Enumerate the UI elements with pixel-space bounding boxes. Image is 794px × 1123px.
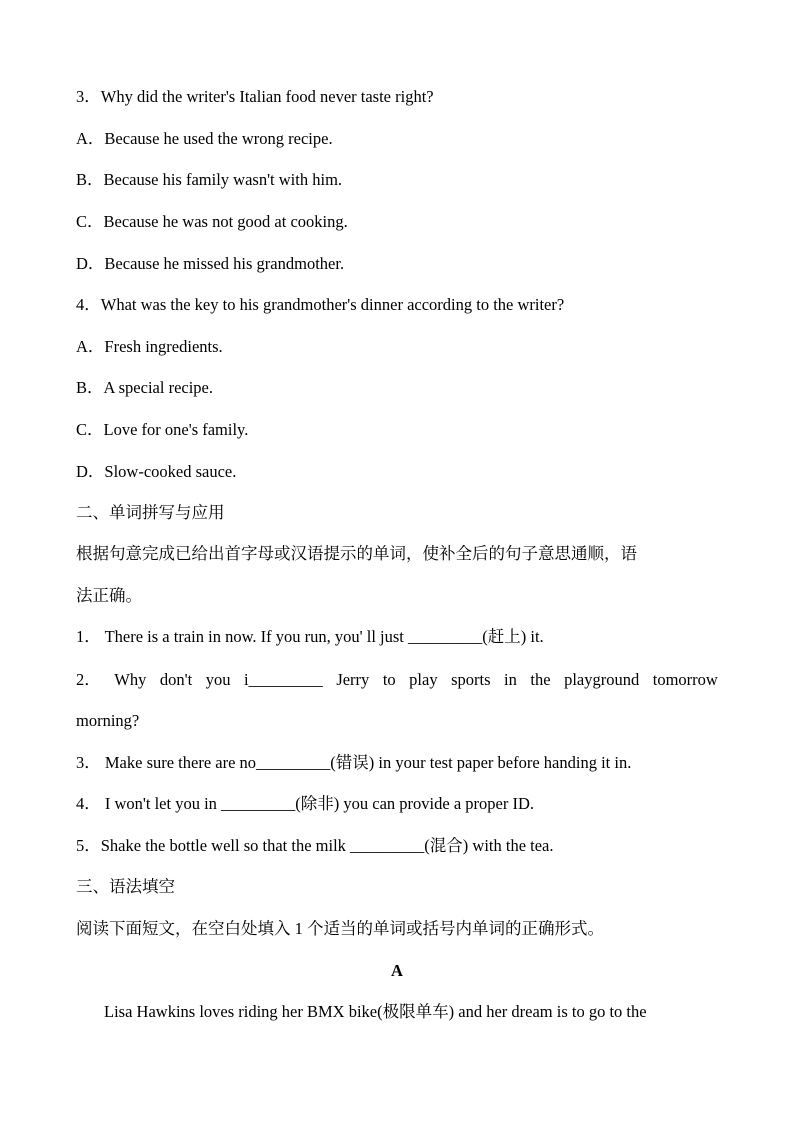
item-2-word: sports <box>451 670 491 689</box>
question-3-option-a: A．Because he used the wrong recipe. <box>76 129 333 148</box>
section-2-heading: 二、单词拼写与应用 <box>76 503 225 522</box>
item-2-word: you <box>205 670 231 689</box>
question-4-option-c: C．Love for one's family. <box>76 420 249 439</box>
item-2-word: 2． <box>76 670 101 689</box>
item-2-word: to <box>382 670 396 689</box>
spelling-item-3: 3． Make sure there are no_________(错误) in your test paper before handing it in. <box>76 753 632 772</box>
item-2-word: playground <box>564 670 640 689</box>
spelling-item-1: 1． There is a train in now. If you run, you' ll just _________(赶上) it. <box>76 627 544 646</box>
item-2-word: Jerry <box>336 670 370 689</box>
section-2-instruction-line-2: 法正确。 <box>76 586 142 605</box>
question-3-option-d: D．Because he missed his grandmother. <box>76 254 345 273</box>
item-2-word: Why <box>114 670 147 689</box>
question-4-option-a: A．Fresh ingredients. <box>76 337 223 356</box>
item-2-blank: i_________ <box>243 670 323 689</box>
question-4-option-b: B．A special recipe. <box>76 378 213 397</box>
question-3-option-b: B．Because his family wasn't with him. <box>76 170 343 189</box>
section-3-heading: 三、语法填空 <box>76 877 175 896</box>
passage-title: A <box>391 961 403 980</box>
item-2-word: don't <box>159 670 193 689</box>
spelling-item-2-continued: morning? <box>76 711 140 730</box>
passage-first-line: Lisa Hawkins loves riding her BMX bike(极限单车) and her dream is to go to the <box>104 1002 647 1021</box>
question-3-option-c: C．Because he was not good at cooking. <box>76 212 348 231</box>
item-2-word: tomorrow <box>652 670 718 689</box>
item-2-word: play <box>409 670 438 689</box>
question-4-option-d: D．Slow-cooked sauce. <box>76 462 237 481</box>
spelling-item-4: 4． I won't let you in _________(除非) you can provide a proper ID. <box>76 794 535 813</box>
question-3: 3．Why did the writer's Italian food never taste right? <box>76 87 434 106</box>
section-3-instruction: 阅读下面短文，在空白处填入 1 个适当的单词或括号内单词的正确形式。 <box>76 919 604 938</box>
spelling-item-5: 5．Shake the bottle well so that the milk _________(混合) with the tea. <box>76 836 554 855</box>
question-4: 4．What was the key to his grandmother's dinner according to the writer? <box>76 295 565 314</box>
item-2-word: the <box>530 670 551 689</box>
spelling-item-2 <box>76 669 718 691</box>
section-2-instruction-line-1: 根据句意完成已给出首字母或汉语提示的单词，使补全后的句子意思通顺，语 <box>76 544 637 563</box>
item-2-word: in <box>504 670 517 689</box>
